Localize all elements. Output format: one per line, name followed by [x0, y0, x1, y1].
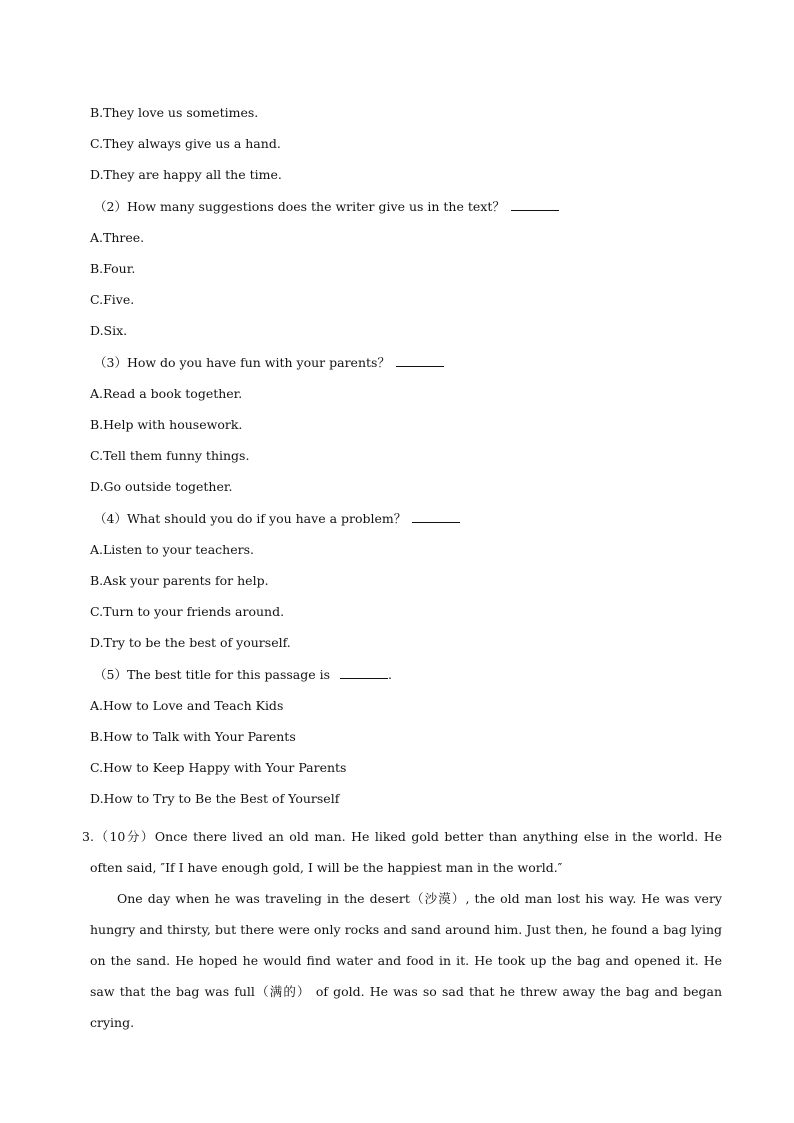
q2-answer-blank[interactable] — [511, 198, 559, 211]
passage-paragraph-2: One day when he was traveling in the desert（沙漠）, the old man lost his way. He was very hungry and thirsty, but there were only rocks and sand around him. Just then, he found a bag lying on the sand. He hoped he would find water and food in it. He took up the bag and opened it. He saw that the bag was full（满的） of gold. He was so sad that he threw away the bag and began crying. — [90, 891, 722, 1030]
q2-option-c: C.Five. — [90, 292, 135, 307]
q5-option-c: C.How to Keep Happy with Your Parents — [90, 760, 347, 775]
q2-option-a: A.Three. — [90, 230, 145, 245]
q5-option-d: D.How to Try to Be the Best of Yourself — [90, 791, 340, 806]
q5-question-end: . — [388, 667, 393, 682]
q4-option-d: D.Try to be the best of yourself. — [90, 635, 291, 650]
q5-option-b: B.How to Talk with Your Parents — [90, 729, 296, 744]
q1-option-c: C.They always give us a hand. — [90, 136, 281, 151]
q4-question — [94, 510, 460, 527]
q5-question-text: （5）The best title for this passage is — [94, 667, 331, 682]
section-number: 3. — [82, 829, 94, 844]
q5-question — [94, 666, 392, 683]
q3-question — [94, 354, 444, 371]
passage-paragraph-1-text: Once there lived an old man. He liked gold better than anything else in the world. He often said, ″If I have enough gold, I will be the happiest man in the world.″ — [90, 829, 723, 875]
q4-answer-blank[interactable] — [412, 510, 460, 523]
q1-option-d: D.They are happy all the time. — [90, 167, 282, 182]
q3-option-d: D.Go outside together. — [90, 479, 233, 494]
q5-answer-blank[interactable] — [340, 666, 388, 679]
q3-option-a: A.Read a book together. — [90, 386, 243, 401]
q3-option-b: B.Help with housework. — [90, 417, 243, 432]
q2-question-text: （2）How many suggestions does the writer give us in the text？ — [94, 199, 505, 214]
q2-option-b: B.Four. — [90, 261, 136, 276]
q5-option-a: A.How to Love and Teach Kids — [90, 698, 284, 713]
q4-question-text: （4）What should you do if you have a problem？ — [94, 511, 407, 526]
q4-option-a: A.Listen to your teachers. — [90, 542, 254, 557]
q4-option-b: B.Ask your parents for help. — [90, 573, 269, 588]
q3-option-c: C.Tell them funny things. — [90, 448, 250, 463]
passage-paragraph-1 — [82, 821, 723, 883]
q3-question-text: （3）How do you have fun with your parents？ — [94, 355, 390, 370]
q2-question — [94, 198, 559, 215]
q3-answer-blank[interactable] — [396, 354, 444, 367]
q1-option-b: B.They love us sometimes. — [90, 105, 259, 120]
q2-option-d: D.Six. — [90, 323, 128, 338]
section-points: （10分） — [93, 829, 155, 844]
q4-option-c: C.Turn to your friends around. — [90, 604, 285, 619]
reading-passage-3 — [82, 821, 723, 1038]
